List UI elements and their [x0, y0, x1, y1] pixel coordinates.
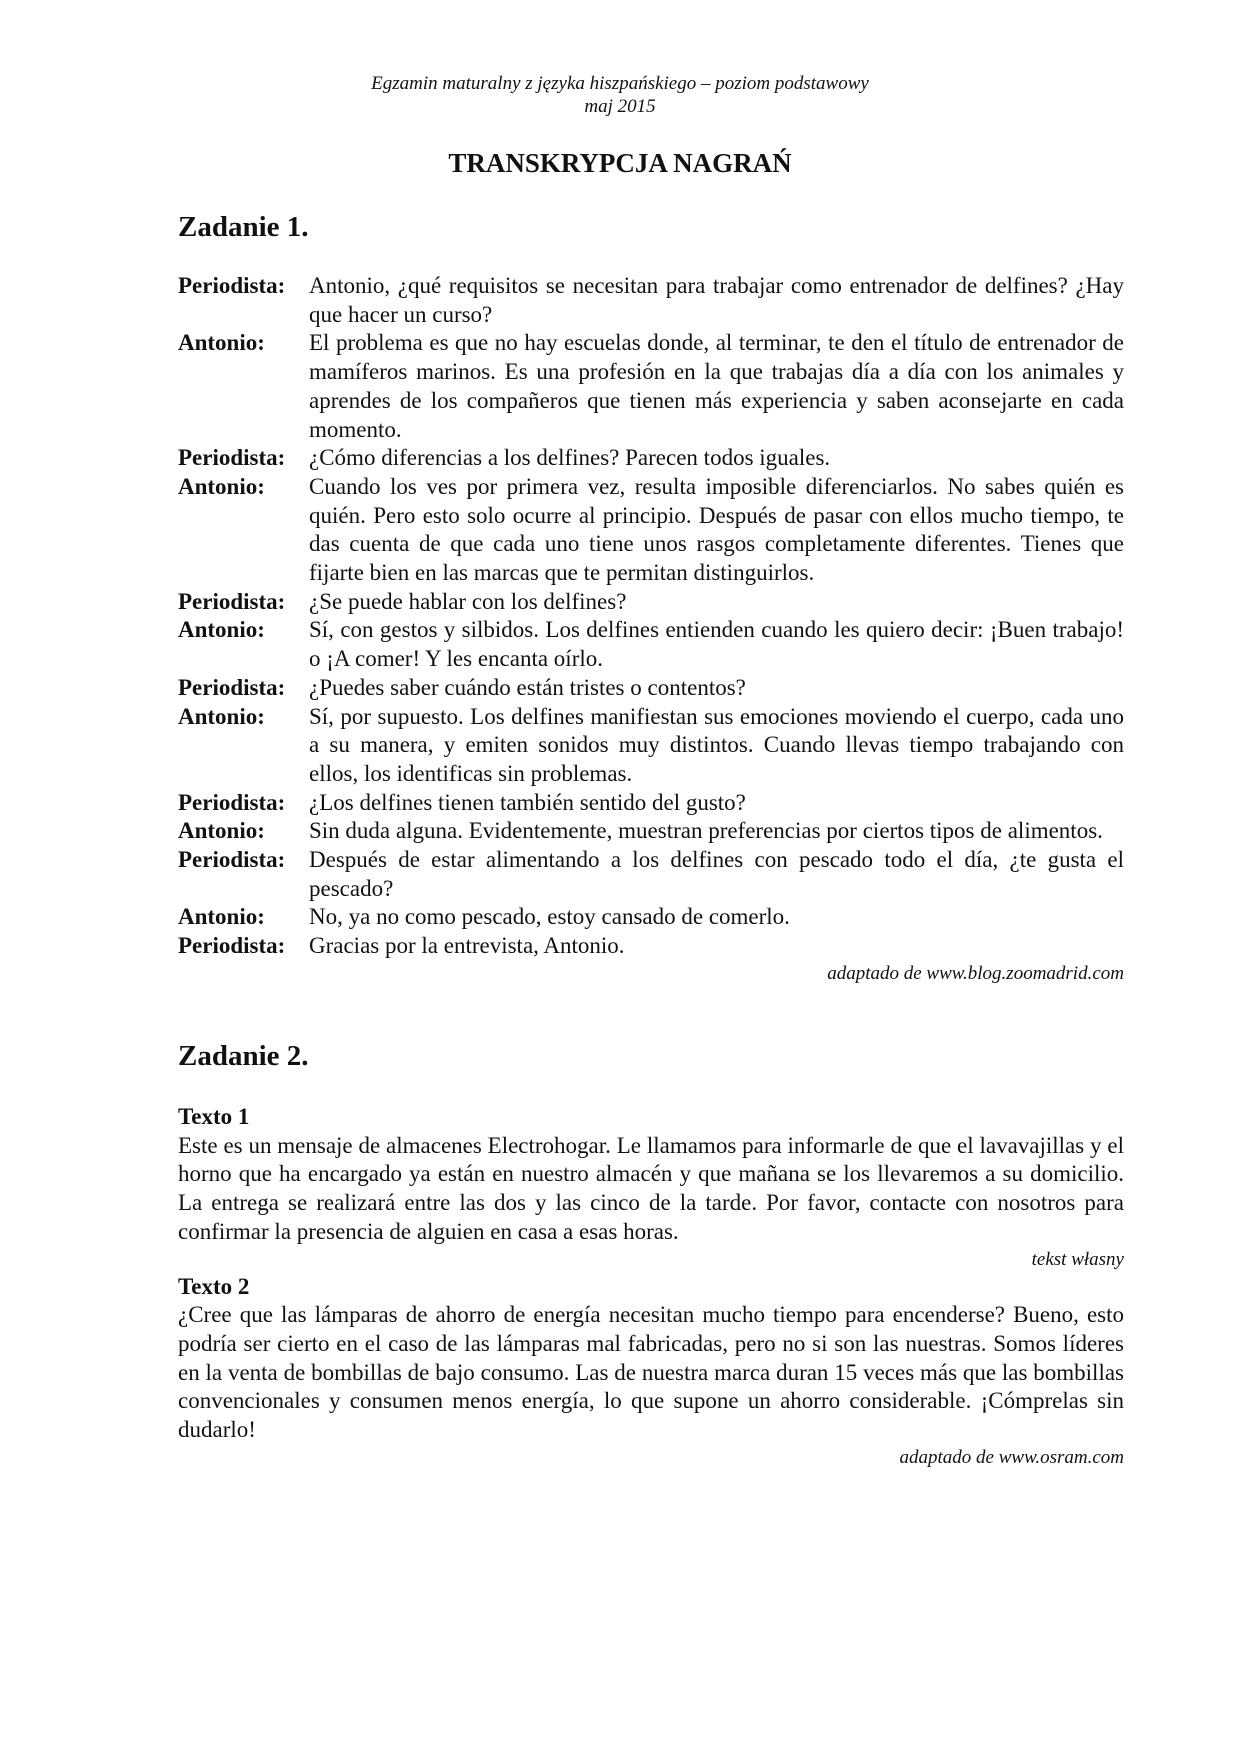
section-heading-zadanie-2: Zadanie 2.: [178, 1040, 309, 1072]
speaker-label: Antonio:: [178, 818, 265, 844]
speech-text: ¿Puedes saber cuándo están tristes o contentos?: [309, 674, 746, 700]
speech-text: Sí, por supuesto. Los delfines manifiestan sus emociones moviendo el cuerpo, cada uno a su manera, y emiten sonidos muy distintos. Cuando llevas tiempo trabajando con ellos, los identificas sin problemas.: [309, 703, 1124, 786]
speech-text: Cuando los ves por primera vez, resulta imposible diferenciarlos. No sabes quién es quién. Pero esto solo ocurre al principio. Después de pasar con ellos mucho tiempo, te das cuenta de que cada uno tiene unos rasgos completamente diferentes. Tienes que fijarte bien en las marcas que te permitan distinguirlos.: [309, 473, 1124, 586]
dialogue-row: [178, 473, 1124, 588]
speaker-label: Antonio:: [178, 703, 265, 729]
text-paragraph: Este es un mensaje de almacenes Electrohogar. Le llamamos para informarle de que el lavavajillas y el horno que ha encargado ya están en nuestro almacén y que mañana se los llevaremos a su domicilio. La entrega se realizará entre las dos y las cinco de la tarde. Por favor, contacte con nosotros para confirmar la presencia de alguien en casa a esas horas.: [178, 1132, 1124, 1244]
dialogue-row: [178, 903, 1124, 932]
text-title: Texto 1: [178, 1104, 250, 1129]
text-title: Texto 2: [178, 1273, 250, 1299]
dialogue-row: [178, 272, 1124, 329]
dialogue-row: [178, 789, 1124, 818]
zadanie-2-texts: [178, 1103, 1124, 1471]
speaker-label: Antonio:: [178, 330, 265, 356]
speech-text: No, ya no como pescado, estoy cansado de comerlo.: [309, 904, 790, 930]
dialogue-row: [178, 674, 1124, 703]
speech-text: El problema es que no hay escuelas donde, al terminar, te den el título de entrenador de mamíferos marinos. Es una profesión en la que trabajas día a día con los animales y aprendes de los compañeros que tienen más experiencia y saben aconsejarte en cada momento.: [309, 330, 1124, 442]
speech-text: ¿Los delfines tienen también sentido del gusto?: [309, 789, 746, 815]
speaker-label: Periodista:: [178, 933, 286, 959]
speaker-label: Periodista:: [178, 847, 286, 873]
section-heading-zadanie-1: Zadanie 1.: [178, 211, 309, 243]
speech-text: ¿Cómo diferencias a los delfines? Parecen todos iguales.: [309, 445, 831, 471]
dialogue-transcript: [178, 272, 1124, 987]
speech-text: Antonio, ¿qué requisitos se necesitan para trabajar como entrenador de delfines? ¿Hay que hacer un curso?: [309, 273, 1124, 327]
speaker-label: Antonio:: [178, 473, 265, 499]
speaker-label: Periodista:: [178, 588, 286, 614]
speaker-label: Antonio:: [178, 617, 265, 643]
speaker-label: Periodista:: [178, 674, 286, 700]
dialogue-row: [178, 703, 1124, 789]
dialogue-row: [178, 588, 1124, 617]
source-citation: adaptado de www.blog.zoomadrid.com: [827, 962, 1124, 984]
speaker-label: Periodista:: [178, 445, 286, 471]
speech-text: ¿Se puede hablar con los delfines?: [309, 588, 627, 614]
dialogue-row: [178, 329, 1124, 444]
dialogue-row: [178, 846, 1124, 903]
dialogue-row: [178, 932, 1124, 961]
speech-text: Sí, con gestos y silbidos. Los delfines entienden cuando les quiero decir: ¡Buen trabajo! o ¡A comer! Y les encanta oírlo.: [309, 617, 1124, 672]
speaker-label: Antonio:: [178, 904, 265, 930]
exam-header-line2: maj 2015: [584, 96, 656, 117]
dialogue-row: [178, 817, 1124, 846]
exam-header-line1: Egzamin maturalny z języka hiszpańskiego – poziom podstawowy: [371, 73, 869, 94]
exam-header: [0, 72, 1240, 118]
speech-text: Gracias por la entrevista, Antonio.: [309, 933, 625, 959]
page-title: TRANSKRYPCJA NAGRAŃ: [448, 148, 792, 178]
source-citation: adaptado de www.osram.com: [899, 1446, 1124, 1468]
speaker-label: Periodista:: [178, 273, 286, 298]
dialogue-row: [178, 616, 1124, 673]
speaker-label: Periodista:: [178, 789, 286, 815]
source-citation: tekst własny: [1031, 1248, 1124, 1270]
speech-text: Después de estar alimentando a los delfines con pescado todo el día, ¿te gusta el pescado?: [309, 847, 1124, 901]
dialogue-row: [178, 444, 1124, 473]
speech-text: Sin duda alguna. Evidentemente, muestran preferencias por ciertos tipos de alimentos.: [309, 818, 1103, 844]
text-paragraph: ¿Cree que las lámparas de ahorro de energía necesitan mucho tiempo para encenderse? Bueno, esto podría ser cierto en el caso de las lámparas mal fabricadas, pero no si son las nuestras. Somos líderes en la venta de bombillas de bajo consumo. Las de nuestra marca duran 15 veces más que las bombillas convencionales y consumen menos energía, lo que supone un ahorro considerable. ¡Cómprelas sin dudarlo!: [178, 1302, 1124, 1443]
